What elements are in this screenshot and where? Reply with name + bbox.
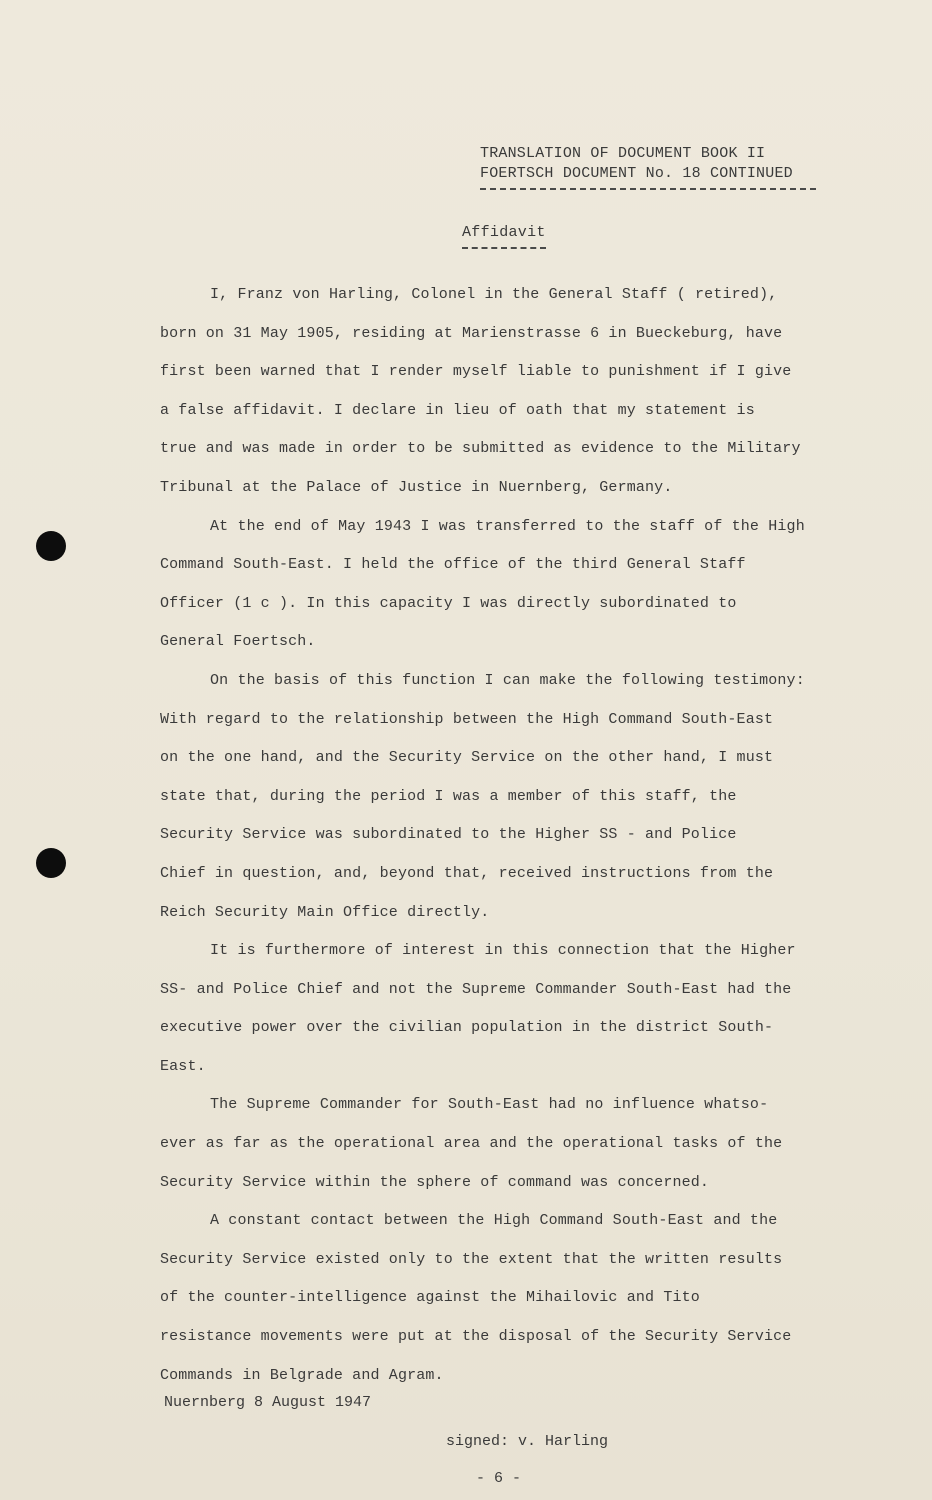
body-line: on the one hand, and the Security Service on the other hand, I must bbox=[160, 749, 774, 767]
body-line: With regard to the relationship between the High Command South-East bbox=[160, 710, 774, 728]
body-line: Commands in Belgrade and Agram. bbox=[160, 1366, 444, 1384]
header-line-1: TRANSLATION OF DOCUMENT BOOK II bbox=[480, 145, 766, 162]
body-line: Tribunal at the Palace of Justice in Nuernberg, Germany. bbox=[160, 478, 673, 496]
date-line: Nuernberg 8 August 1947 bbox=[164, 1394, 372, 1411]
punch-hole-bottom bbox=[36, 848, 66, 878]
body-line: executive power over the civilian population in the district South- bbox=[160, 1019, 774, 1037]
body-line: first been warned that I render myself liable to punishment if I give bbox=[160, 363, 792, 381]
body-line: General Foertsch. bbox=[160, 633, 316, 651]
body-line: a false affidavit. I declare in lieu of oath that my statement is bbox=[160, 401, 755, 419]
body-line: SS- and Police Chief and not the Supreme Commander South-East had the bbox=[160, 980, 792, 998]
document-header bbox=[480, 144, 830, 190]
header-underline bbox=[480, 188, 816, 190]
body-line: Officer (1 c ). In this capacity I was directly subordinated to bbox=[160, 594, 737, 612]
body-line: state that, during the period I was a member of this staff, the bbox=[160, 787, 737, 805]
body-line: born on 31 May 1905, residing at Marienstrasse 6 in Bueckeburg, have bbox=[160, 324, 783, 342]
body-line: I, Franz von Harling, Colonel in the General Staff ( retired), bbox=[210, 286, 778, 303]
affidavit-title-block bbox=[462, 224, 546, 249]
body-line: Chief in question, and, beyond that, received instructions from the bbox=[160, 864, 774, 882]
body-line: It is furthermore of interest in this connection that the Higher bbox=[210, 942, 796, 960]
body-line: Reich Security Main Office directly. bbox=[160, 903, 490, 921]
body-line: Security Service was subordinated to the Higher SS - and Police bbox=[160, 826, 737, 844]
title-underline bbox=[462, 247, 546, 249]
body-line: resistance movements were put at the disposal of the Security Service bbox=[160, 1328, 792, 1346]
page-number: - 6 - bbox=[476, 1470, 522, 1487]
body-line: Command South-East. I held the office of the third General Staff bbox=[160, 556, 746, 574]
signature-line: signed: v. Harling bbox=[446, 1433, 609, 1450]
body-line: At the end of May 1943 I was transferred to the staff of the High bbox=[210, 517, 805, 535]
header-line-2: FOERTSCH DOCUMENT No. 18 CONTINUED bbox=[480, 165, 793, 182]
body-line: true and was made in order to be submitted as evidence to the Military bbox=[160, 440, 801, 458]
body-line: East. bbox=[160, 1057, 206, 1075]
body-line: of the counter-intelligence against the Mihailovic and Tito bbox=[160, 1289, 700, 1307]
punch-hole-top bbox=[36, 531, 66, 561]
affidavit-title: Affidavit bbox=[462, 224, 546, 241]
body-line: ever as far as the operational area and the operational tasks of the bbox=[160, 1135, 783, 1153]
body-line: The Supreme Commander for South-East had no influence whatso- bbox=[210, 1096, 769, 1114]
body-line: Security Service within the sphere of command was concerned. bbox=[160, 1173, 710, 1191]
affidavit-body bbox=[160, 276, 840, 1395]
body-line: Security Service existed only to the extent that the written results bbox=[160, 1250, 783, 1268]
body-line: A constant contact between the High Command South-East and the bbox=[210, 1212, 778, 1230]
body-line: On the basis of this function I can make the following testimony: bbox=[210, 671, 805, 689]
